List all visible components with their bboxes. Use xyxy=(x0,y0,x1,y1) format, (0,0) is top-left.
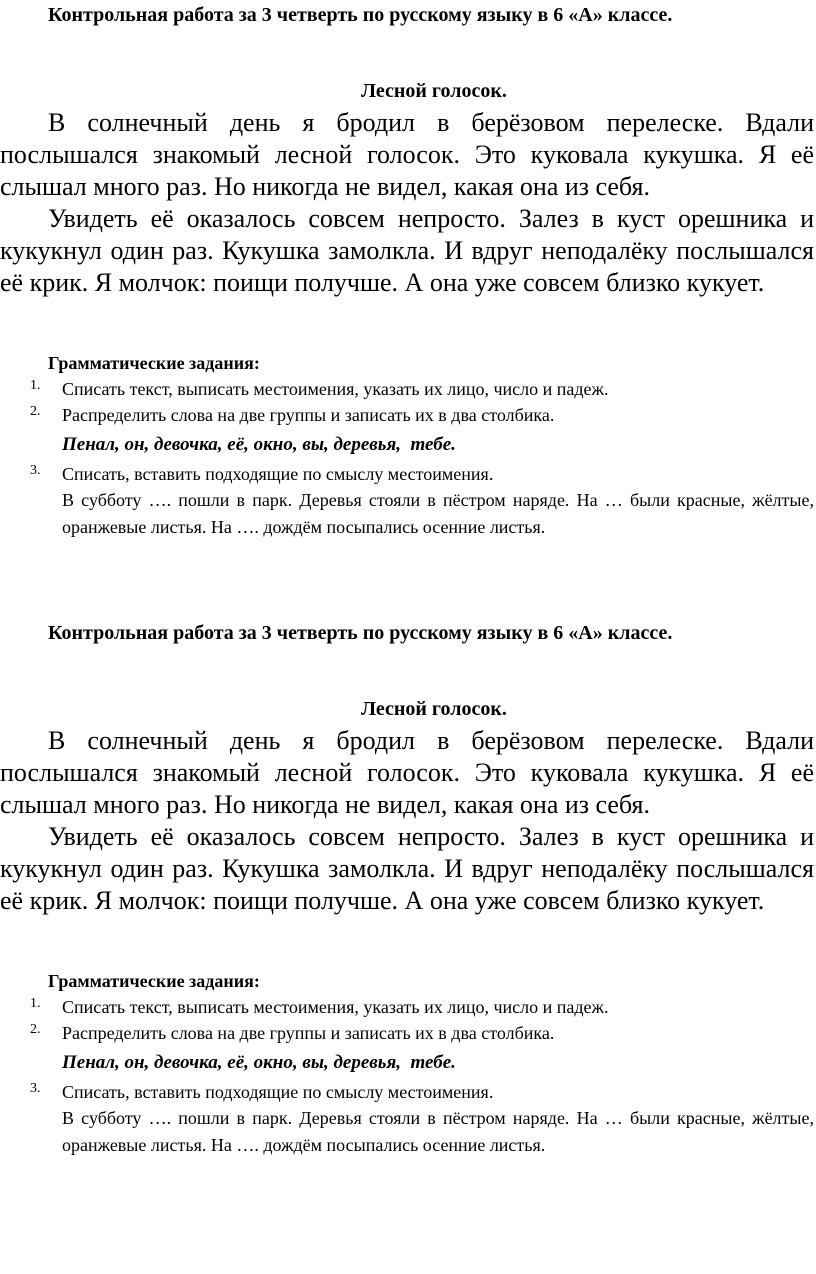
tasks-list xyxy=(0,376,816,541)
text-title: Лесной голосок. xyxy=(361,80,507,102)
task-text: Списать текст, выписать местоимения, указать их лицо, число и падеж. xyxy=(62,379,609,399)
task-3 xyxy=(0,461,816,541)
tasks-header: Грамматические задания: xyxy=(48,971,260,991)
task-2 xyxy=(0,1020,816,1079)
document-title: Контрольная работа за 3 четверть по русскому языку в 6 «А» классе. xyxy=(48,4,673,26)
task-text: Списать текст, выписать местоимения, указать их лицо, число и падеж. xyxy=(62,997,609,1017)
task-3 xyxy=(0,1079,816,1159)
task-number: 1. xyxy=(30,378,41,393)
task-2 xyxy=(0,402,816,461)
text-title: Лесной голосок. xyxy=(361,698,507,720)
story-paragraph-2: Увидеть её оказалось совсем непросто. Залез в куст орешника и кукукнул один раз. Кукушка замолкла. И вдруг неподалёку послышался её крик. Я молчок: поищи получше. А она уже совсем близко кукует. xyxy=(0,822,814,915)
story-paragraph-2: Увидеть её оказалось совсем непросто. Залез в куст орешника и кукукнул один раз. Кукушка замолкла. И вдруг неподалёку послышался её крик. Я молчок: поищи получше. А она уже совсем близко кукует. xyxy=(0,204,814,297)
task-text: Распределить слова на две группы и записать их в два столбика. xyxy=(62,405,555,425)
word-list: Пенал, он, девочка, её, окно, вы, деревья, тебе. xyxy=(62,1052,456,1073)
task-number: 3. xyxy=(30,463,41,478)
fill-in-exercise: В субботу …. пошли в парк. Деревья стояли в пёстром наряде. На … были красные, жёлтые, оранжевые листья. На …. дождём посыпались осенние листья. xyxy=(62,1108,814,1155)
task-number: 3. xyxy=(30,1081,41,1096)
tasks-list xyxy=(0,994,816,1159)
task-1 xyxy=(0,376,816,402)
task-number: 2. xyxy=(30,404,41,419)
fill-in-exercise: В субботу …. пошли в парк. Деревья стояли в пёстром наряде. На … были красные, жёлтые, оранжевые листья. На …. дождём посыпались осенние листья. xyxy=(62,490,814,537)
task-number: 1. xyxy=(30,996,41,1011)
story-text xyxy=(0,725,814,917)
task-number: 2. xyxy=(30,1022,41,1037)
word-list: Пенал, он, девочка, её, окно, вы, деревья, тебе. xyxy=(62,434,456,455)
task-1 xyxy=(0,994,816,1020)
story-text xyxy=(0,107,814,299)
task-text: Списать, вставить подходящие по смыслу местоимения. xyxy=(62,464,494,484)
story-paragraph-1: В солнечный день я бродил в берёзовом перелеске. Вдали послышался знакомый лесной голосок. Это куковала кукушка. Я её слышал много раз. Но никогда не видел, какая она из себя. xyxy=(0,726,814,819)
task-text: Списать, вставить подходящие по смыслу местоимения. xyxy=(62,1082,494,1102)
task-text: Распределить слова на две группы и записать их в два столбика. xyxy=(62,1023,555,1043)
document-title: Контрольная работа за 3 четверть по русскому языку в 6 «А» классе. xyxy=(48,622,673,644)
story-paragraph-1: В солнечный день я бродил в берёзовом перелеске. Вдали послышался знакомый лесной голосок. Это куковала кукушка. Я её слышал много раз. Но никогда не видел, какая она из себя. xyxy=(0,108,814,201)
tasks-header: Грамматические задания: xyxy=(48,353,260,373)
